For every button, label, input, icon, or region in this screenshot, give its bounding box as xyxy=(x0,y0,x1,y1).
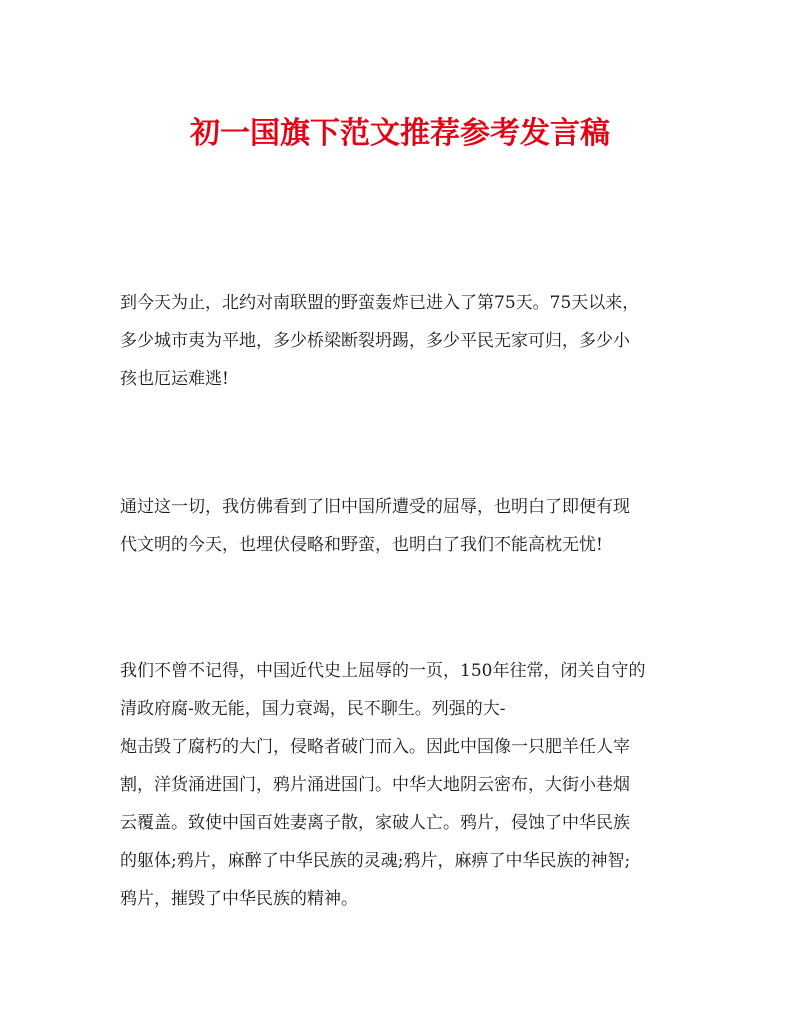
paragraph-line: 代文明的今天，也埋伏侵略和野蛮，也明白了我们不能高枕无忧! xyxy=(120,535,603,555)
paragraph-line: 鸦片，摧毁了中华民族的精神。 xyxy=(120,889,358,909)
paragraph-line: 清政府腐-败无能，国力衰竭，民不聊生。列强的大- xyxy=(120,699,506,719)
paragraph-1 xyxy=(120,284,692,398)
paragraph-line: 通过这一切，我仿佛看到了旧中国所遭受的屈辱，也明白了即便有现 xyxy=(120,497,630,517)
paragraph-line: 云覆盖。致使中国百姓妻离子散，家破人亡。鸦片，侵蚀了中华民族 xyxy=(120,813,630,833)
paragraph-line: 炮击毁了腐朽的大门，侵略者破门而入。因此中国像一只肥羊任人宰 xyxy=(120,737,630,757)
paragraph-line: 孩也厄运难逃! xyxy=(120,369,229,389)
document-title: 初一国旗下范文推荐参考发言稿 xyxy=(190,116,610,151)
paragraph-2 xyxy=(120,488,692,564)
paragraph-line: 的躯体;鸦片，麻醉了中华民族的灵魂;鸦片，麻痹了中华民族的神智; xyxy=(120,851,631,871)
paragraph-line: 割，洋货涌进国门，鸦片涌进国门。中华大地阴云密布，大街小巷烟 xyxy=(120,775,630,795)
paragraph-line: 我们不曾不记得，中国近代史上屈辱的一页，150年往常，闭关自守的 xyxy=(120,661,646,681)
paragraph-line: 多少城市夷为平地，多少桥梁断裂坍踢，多少平民无家可归，多少小 xyxy=(120,331,630,351)
paragraph-3 xyxy=(120,652,692,918)
paragraph-line: 到今天为止，北约对南联盟的野蛮轰炸已进入了第75天。75天以来， xyxy=(120,293,640,313)
